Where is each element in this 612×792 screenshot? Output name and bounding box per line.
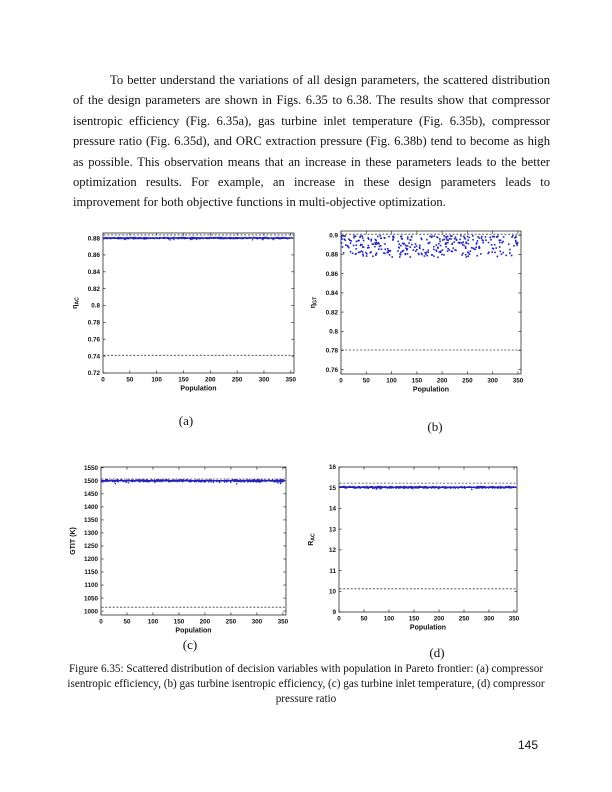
y-axis-label: $\eta_{GT}$ [310,296,319,309]
scatter-points [102,237,293,241]
svg-text:0.9: 0.9 [329,232,338,240]
svg-text:13: 13 [328,526,336,534]
svg-text:100: 100 [383,615,395,623]
svg-text:250: 250 [225,618,237,626]
svg-text:300: 300 [487,377,498,385]
svg-text:1250: 1250 [83,543,98,551]
svg-text:150: 150 [178,376,189,384]
svg-text:0: 0 [99,618,103,626]
svg-text:1150: 1150 [84,569,98,577]
svg-text:0: 0 [339,377,343,385]
svg-text:0.78: 0.78 [87,319,100,327]
svg-text:50: 50 [123,618,131,626]
svg-text:200: 200 [205,376,216,384]
axes-frame [103,233,294,373]
dashed-bound-lines [102,479,286,607]
svg-text:250: 250 [458,615,470,623]
subplot-d [308,464,520,660]
figure-caption: Figure 6.35: Scattered distribution of decision variables with population in Pareto frontier: (a) compressor isentropic efficiency, (b) gas turbine isentropic efficiency, (c) gas turbine inlet temperature, (d) compressor pressure ratio [67,663,545,705]
svg-text:0.84: 0.84 [87,268,100,276]
svg-text:0.86: 0.86 [87,252,100,260]
y-axis-label: GTIT (K) [70,527,77,555]
svg-text:0: 0 [337,615,341,623]
panel-caption-a: (a) [178,413,194,428]
svg-text:0.88: 0.88 [87,235,100,243]
svg-text:100: 100 [151,376,162,384]
svg-text:0.76: 0.76 [87,336,100,344]
axis-ticks [101,467,286,615]
svg-text:0.82: 0.82 [87,285,100,293]
svg-text:11: 11 [329,567,336,575]
x-axis-label: Population [175,627,212,635]
svg-text:0.88: 0.88 [325,251,338,259]
x-axis-label: Population [180,385,217,393]
figure-6-35-charts [0,222,612,667]
svg-text:350: 350 [508,615,520,623]
subplot-b [310,231,524,434]
svg-text:150: 150 [411,377,423,385]
svg-text:100: 100 [386,377,397,385]
svg-text:1400: 1400 [83,504,98,512]
svg-text:0.72: 0.72 [87,370,100,378]
svg-text:0.84: 0.84 [325,290,338,298]
x-axis-label: Population [409,624,447,632]
svg-text:1200: 1200 [83,556,98,564]
subplot-c [70,465,289,652]
axis-ticks [103,233,294,373]
svg-text:150: 150 [408,615,420,623]
y-axis-label: $\eta_{AC}$ [72,297,81,309]
svg-text:1050: 1050 [83,595,98,603]
body-paragraph: To better understand the variations of all design parameters, the scattered distribution of the design parameters are shown in Figs. 6.35 to 6.38. The results show that compressor isentropic efficiency (Fig. 6.35a), gas turbine inlet temperature (Fig. 6.35b), compressor pressure ratio (Fig. 6.35d), and ORC extraction pressure (Fig. 6.38b) tend to become as high as possible. This observation means that an increase in these parameters leads to the better optimization results. For example, an increase in these design parameters leads to improvement for both objective functions in multi-objective optimization. [73,73,550,210]
svg-text:350: 350 [285,376,297,384]
scatter-points [339,486,516,490]
subplot-a [72,233,297,428]
svg-text:1100: 1100 [84,582,98,590]
svg-text:300: 300 [258,376,270,384]
x-axis-label: Population [412,386,450,394]
svg-text:0.8: 0.8 [329,328,338,336]
svg-text:0.74: 0.74 [87,353,100,361]
svg-text:0.86: 0.86 [325,270,338,278]
svg-text:200: 200 [433,615,445,623]
svg-text:1000: 1000 [83,608,98,616]
svg-text:15: 15 [328,484,336,492]
svg-text:10: 10 [328,588,336,596]
axes-frame [101,467,286,615]
svg-text:1450: 1450 [83,491,98,499]
svg-text:350: 350 [512,377,524,385]
svg-text:0: 0 [101,376,105,384]
y-axis-label: $R_{AC}$ [308,533,317,546]
svg-text:200: 200 [436,377,448,385]
svg-text:9: 9 [332,609,336,617]
scatter-points [340,235,518,258]
svg-text:1300: 1300 [83,530,98,538]
svg-text:250: 250 [462,377,473,385]
svg-text:0.76: 0.76 [325,366,338,374]
svg-text:300: 300 [483,615,495,623]
svg-text:0.78: 0.78 [325,347,338,355]
svg-text:150: 150 [173,618,185,626]
svg-text:100: 100 [147,618,159,626]
axes-frame [339,467,517,612]
scatter-points [101,479,285,484]
svg-text:14: 14 [328,505,336,513]
svg-text:50: 50 [362,377,370,385]
axis-ticks [339,467,517,612]
dashed-bound-lines [104,235,294,355]
svg-text:200: 200 [199,618,211,626]
svg-text:12: 12 [328,547,336,555]
axis-tick-labels [84,465,289,626]
panel-caption-c: (c) [182,637,198,652]
dashed-bound-lines [342,234,521,350]
svg-text:1500: 1500 [83,478,98,486]
axis-ticks [341,231,521,374]
axes-frame [341,231,521,374]
svg-text:350: 350 [277,618,289,626]
svg-text:50: 50 [360,615,368,623]
dashed-bound-lines [340,483,517,589]
panel-caption-d: (d) [429,645,445,660]
svg-text:16: 16 [328,464,336,472]
page-number: 145 [517,738,538,752]
panel-caption-b: (b) [427,419,443,434]
svg-text:0.82: 0.82 [325,309,338,317]
svg-text:300: 300 [251,618,263,626]
svg-text:1550: 1550 [83,464,98,472]
svg-text:1350: 1350 [83,517,98,525]
svg-text:250: 250 [231,376,243,384]
svg-text:50: 50 [126,376,134,384]
axis-tick-labels [88,235,297,383]
svg-text:0.8: 0.8 [91,302,100,310]
